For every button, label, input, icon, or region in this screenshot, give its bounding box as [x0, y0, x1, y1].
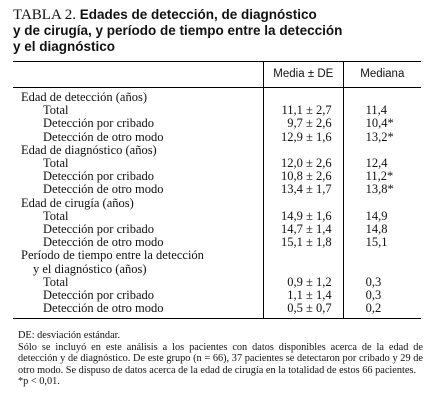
row-mean: 11,1 ± 2,7	[263, 104, 343, 117]
row-median: 14,9	[365, 208, 388, 223]
section-row	[13, 144, 421, 157]
row-mean: 1,1 ± 1,4	[263, 289, 343, 302]
row-median: 13,8*	[365, 182, 394, 197]
row-mean: 0,9 ± 1,2	[263, 276, 343, 289]
row-label: Detección de otro modo	[13, 302, 263, 319]
row-mean: 9,7 ± 2,6	[263, 117, 343, 130]
header-mean-sd: Media ± DE	[263, 62, 343, 88]
row-mean: 14,7 ± 1,4	[263, 223, 343, 236]
row-mean: 12,0 ± 2,6	[263, 157, 343, 170]
table-row	[13, 302, 421, 319]
row-median: 14,8	[365, 222, 388, 237]
header-row	[13, 62, 421, 88]
table-caption	[13, 7, 421, 55]
row-label: Total	[13, 210, 263, 223]
table-title-line-3: y el diagnóstico	[13, 39, 116, 54]
table-label: TABLA 2.	[13, 7, 76, 23]
row-mean: 12,9 ± 1,6	[263, 131, 343, 144]
row-mean: 14,9 ± 1,6	[263, 210, 343, 223]
row-median: 0,3	[365, 288, 382, 303]
row-median: 10,4*	[365, 116, 394, 131]
footnote-paragraph: Sólo se incluyó en este análisis a los pacientes con datos disponibles acerca de la edad de detección y de diagnóstico. De este grupo (n = 66), 37 pacientes se detectaron por cribado y 29 de otro modo. Se dispuso de datos acerca de la edad de cirugía en la totalidad de estos 66 pacientes.	[18, 341, 423, 376]
row-label: Total	[13, 276, 263, 289]
caption-line-1	[13, 7, 421, 23]
table-footnotes	[18, 330, 423, 388]
header-blank	[13, 62, 263, 88]
row-label: Detección por cribado	[13, 170, 263, 183]
row-median: 15,1	[365, 235, 388, 250]
section-row	[13, 249, 421, 262]
section-row	[13, 263, 421, 276]
section-title-line-2: y el diagnóstico (años)	[13, 263, 263, 276]
table-row	[13, 131, 421, 144]
row-label: Detección de otro modo	[13, 131, 263, 144]
table-title-line-1: Edades de detección, de diagnóstico	[79, 7, 317, 22]
section-title-line-1: Período de tiempo entre la detección	[13, 249, 263, 262]
row-mean: 15,1 ± 1,8	[263, 236, 343, 249]
row-label: Total	[13, 157, 263, 170]
row-median: 13,2*	[365, 129, 394, 144]
row-label: Total	[13, 104, 263, 117]
row-mean: 13,4 ± 1,7	[263, 183, 343, 196]
table-title-line-2: y de cirugía, y período de tiempo entre la detección	[13, 23, 343, 38]
row-median: 0,2	[343, 302, 421, 319]
section-title: Edad de diagnóstico (años)	[13, 144, 263, 157]
table-row	[13, 117, 421, 130]
table-row	[13, 183, 421, 196]
row-median: 0,3	[365, 274, 382, 289]
row-mean: 0,5 ± 0,7	[263, 302, 343, 319]
section-title: Edad de cirugía (años)	[13, 197, 263, 210]
section-title: Edad de detección (años)	[13, 88, 263, 105]
row-median: 11,4	[365, 103, 388, 118]
footnote-significance: *p < 0,01.	[18, 376, 60, 388]
row-label: Detección por cribado	[13, 289, 263, 302]
section-row	[13, 197, 421, 210]
header-median: Mediana	[343, 62, 421, 88]
row-label: Detección de otro modo	[13, 183, 263, 196]
row-median: 12,4	[365, 156, 388, 171]
data-table	[13, 61, 421, 319]
footnote-de: DE: desviación estándar.	[18, 330, 121, 341]
row-label: Detección de otro modo	[13, 236, 263, 249]
row-mean: 10,8 ± 2,6	[263, 170, 343, 183]
row-label: Detección por cribado	[13, 117, 263, 130]
section-row	[13, 88, 421, 105]
row-label: Detección por cribado	[13, 223, 263, 236]
row-median: 11,2*	[365, 169, 394, 184]
